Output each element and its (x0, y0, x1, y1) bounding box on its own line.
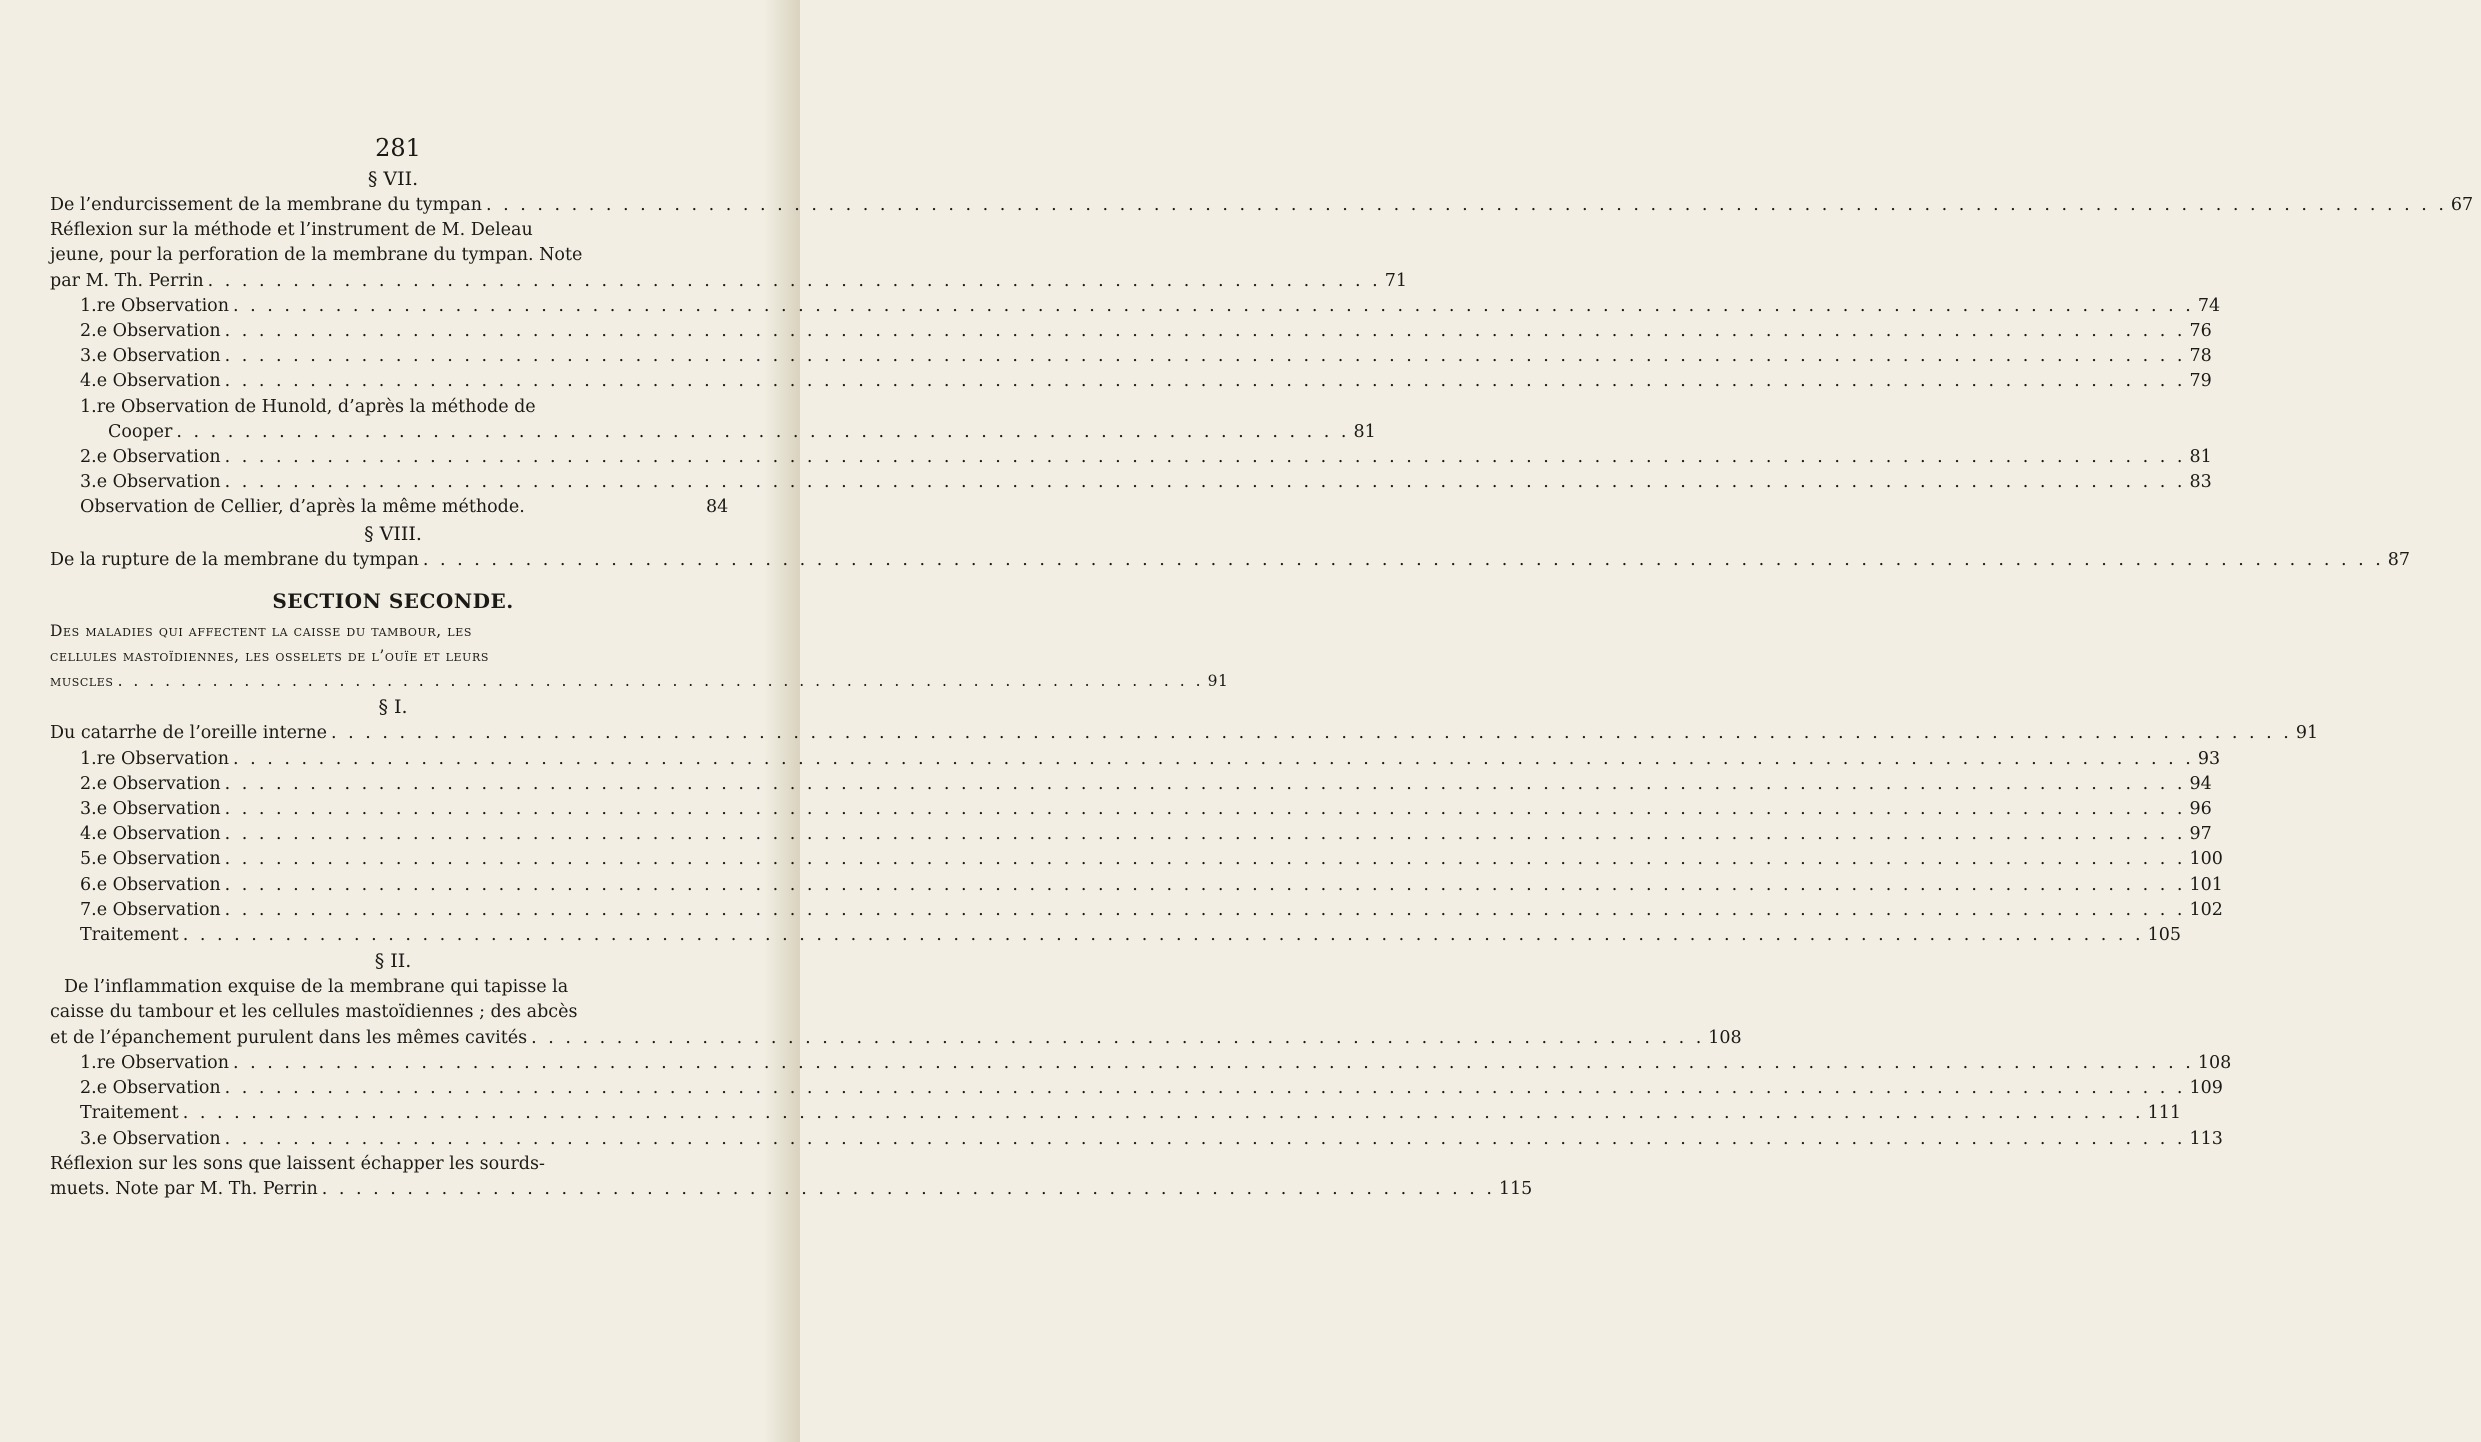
entry-page-number: 105 (2147, 925, 2181, 946)
entry-page-number: 109 (2189, 1078, 2223, 1099)
dot-leader (486, 193, 2447, 218)
entry-text-line: muscles (50, 672, 114, 691)
entry-label: 2.e Observation (80, 1078, 221, 1099)
entry-page-number: 108 (2197, 1052, 2232, 1073)
entry-label: 5.e Observation (80, 849, 221, 870)
toc-entry (50, 873, 2223, 898)
entry-label: 3.e Observation (80, 799, 221, 820)
toc-entry (50, 1127, 2223, 1152)
dot-leader (233, 294, 2194, 319)
dot-leader (331, 721, 2292, 746)
entry-label: 2.e Observation (80, 321, 221, 342)
entry-label: De la rupture de la membrane du tympan (50, 549, 419, 570)
entry-label: 1.re Observation (80, 748, 229, 769)
entry-page-number: 81 (1353, 421, 1376, 442)
entry-last-line (50, 269, 1408, 294)
toc-entry (50, 1101, 2181, 1126)
entry-label: 4.e Observation (80, 371, 221, 392)
entry-page-number: 79 (2189, 371, 2212, 392)
dot-leader (225, 847, 2186, 872)
entry-last-line (80, 420, 1376, 445)
toc-entry (50, 294, 2221, 319)
entry-text-line: et de l’épanchement purulent dans les mêmes cavités (50, 1027, 528, 1048)
entry-text-line: Des maladies qui affectent la caisse du tambour, les (50, 621, 472, 640)
dot-leader (183, 923, 2144, 948)
section-heading: § VIII. (364, 522, 422, 545)
dot-leader (225, 822, 2186, 847)
entry-label: Traitement (80, 925, 179, 946)
toc-multiline-entry (50, 619, 1229, 695)
entry-page-number: 91 (1207, 672, 1229, 691)
entry-page-number: 115 (1498, 1178, 1533, 1199)
dot-leader (225, 797, 2186, 822)
toc-entry (50, 747, 2221, 772)
toc-entry (50, 898, 2223, 923)
entry-page-number: 97 (2189, 824, 2212, 845)
dot-leader (225, 772, 2186, 797)
entry-page-number: 101 (2189, 874, 2223, 895)
toc-entry (50, 193, 2474, 218)
entry-last-line (50, 1177, 1533, 1202)
table-of-contents (50, 132, 2474, 1202)
toc-entry (50, 772, 2212, 797)
dot-leader (531, 1026, 1704, 1051)
entry-label: 2.e Observation (80, 773, 221, 794)
entry-page-number: 94 (2189, 773, 2212, 794)
entry-page-number: 83 (2189, 472, 2212, 493)
entry-text-line: Cooper (108, 421, 173, 442)
entry-page-number: 71 (1384, 270, 1408, 291)
entry-page-number: 87 (2387, 549, 2411, 570)
entry-last-line (50, 669, 1229, 694)
section-heading: § I. (378, 696, 408, 719)
entry-text-line: par M. Th. Perrin (50, 270, 204, 291)
entry-page-number: 74 (2197, 295, 2221, 316)
toc-multiline-entry (50, 1152, 1533, 1202)
entry-label: Du catarrhe de l’oreille interne (50, 723, 327, 744)
dot-leader (233, 1051, 2194, 1076)
entry-text-line: Réflexion sur la méthode et l’instrument de M. Deleau (50, 220, 533, 241)
entry-page-number: 111 (2147, 1103, 2181, 1124)
entry-text-line: jeune, pour la perforation de la membrane du tympan. Note (50, 245, 583, 266)
toc-multiline-entry (50, 395, 1376, 445)
entry-text-line: cellules mastoïdiennes, les osselets de l’ouïe et leurs (50, 647, 489, 666)
entry-label: 7.e Observation (80, 899, 221, 920)
entry-label: 3.e Observation (80, 472, 221, 493)
toc-entry (50, 797, 2212, 822)
entry-label: 3.e Observation (80, 346, 221, 367)
entry-page-number: 96 (2189, 799, 2212, 820)
toc-entry (50, 847, 2223, 872)
toc-entry (50, 721, 2319, 746)
toc-multiline-entry (50, 218, 1408, 294)
entry-page-number: 93 (2197, 748, 2221, 769)
entry-label: 3.e Observation (80, 1128, 221, 1149)
dot-leader (225, 470, 2186, 495)
entry-text-line: 1.re Observation de Hunold, d’après la méthode de (80, 396, 536, 417)
toc-entry (50, 822, 2212, 847)
entry-page-number: 91 (2295, 723, 2319, 744)
entry-page-number: 100 (2189, 849, 2223, 870)
entry-text-line: De l’inflammation exquise de la membrane qui tapisse la (64, 977, 569, 998)
dot-leader (233, 747, 2194, 772)
entry-page-number: 102 (2189, 899, 2223, 920)
entry-text-line: caisse du tambour et les cellules mastoïdiennes ; des abcès (50, 1002, 578, 1023)
dot-leader (225, 319, 2186, 344)
toc-entry (50, 344, 2212, 369)
toc-entry (50, 369, 2212, 394)
entry-page-number: 108 (1708, 1027, 1742, 1048)
toc-entry (50, 470, 2212, 495)
dot-leader (118, 669, 1204, 694)
entry-page-number: 81 (2189, 447, 2212, 468)
dot-leader (225, 369, 2186, 394)
toc-entry (50, 495, 736, 520)
toc-entry (50, 445, 2212, 470)
entry-label: 6.e Observation (80, 874, 221, 895)
toc-entry (50, 319, 2212, 344)
dot-leader (225, 873, 2186, 898)
page-number: 281 (375, 134, 421, 162)
section-heading: § II. (374, 950, 412, 973)
dot-leader (423, 548, 2384, 573)
dot-leader (225, 1076, 2186, 1101)
entry-last-line (50, 1026, 1742, 1051)
section-heading: § VII. (367, 168, 419, 190)
toc-multiline-entry (50, 975, 1742, 1051)
entry-label: 1.re Observation (80, 295, 229, 316)
entry-label: Observation de Cellier, d’après la même méthode. (80, 497, 525, 518)
entry-label: De l’endurcissement de la membrane du tympan (50, 195, 483, 215)
entry-page-number: 84 (706, 497, 729, 518)
dot-leader (183, 1101, 2144, 1126)
toc-entry (50, 923, 2181, 948)
entry-label: 2.e Observation (80, 447, 221, 468)
entry-page-number: 78 (2189, 346, 2212, 367)
toc-entry (50, 1051, 2232, 1076)
entry-label: 4.e Observation (80, 824, 221, 845)
entry-page-number: 113 (2189, 1128, 2223, 1149)
dot-leader (225, 1127, 2186, 1152)
dot-leader (225, 445, 2186, 470)
entry-text-line: muets. Note par M. Th. Perrin (50, 1178, 318, 1199)
toc-entry (50, 1076, 2223, 1101)
dot-leader (225, 898, 2186, 923)
entry-page-number: 76 (2189, 321, 2212, 342)
dot-leader (322, 1177, 1495, 1202)
dot-leader (176, 420, 1349, 445)
entry-text-line: Réflexion sur les sons que laissent échapper les sourds- (50, 1153, 545, 1174)
entry-label: 1.re Observation (80, 1052, 229, 1073)
entry-label: Traitement (80, 1103, 179, 1124)
toc-entry (50, 548, 2411, 573)
dot-leader (208, 269, 1381, 294)
entry-page-number: 67 (2450, 195, 2474, 215)
section-title: SECTION SECONDE. (272, 588, 514, 613)
dot-leader (225, 344, 2186, 369)
